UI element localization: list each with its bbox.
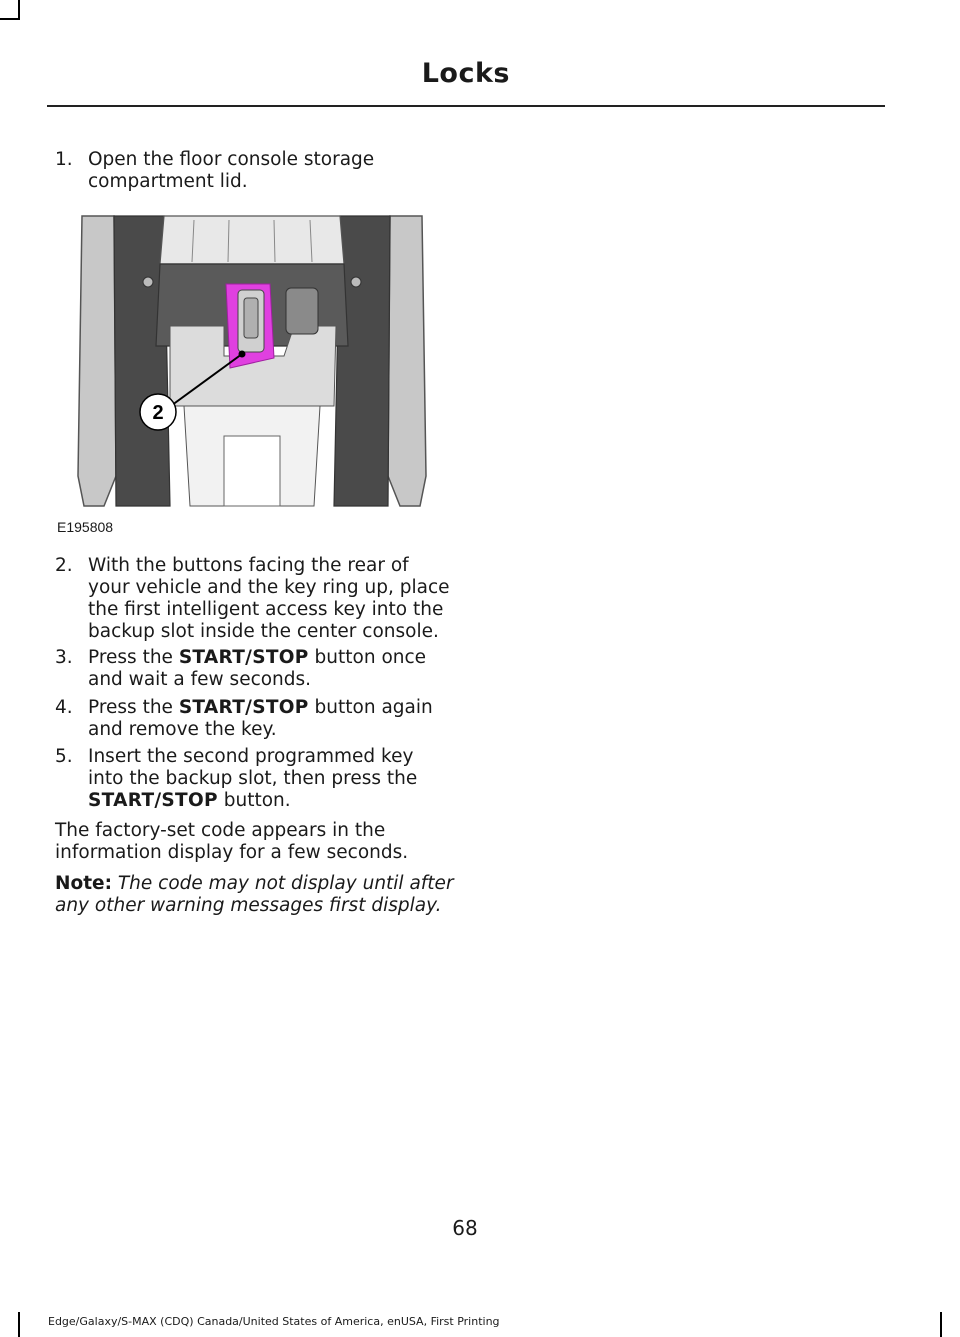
step-text: Insert the second programmed key into the backup slot, then press the START/STOP button.	[88, 746, 418, 811]
header-rule	[47, 105, 885, 107]
step-number: 5.	[55, 746, 73, 767]
note-label: Note:	[55, 873, 112, 894]
figure-code: E195808	[57, 519, 114, 535]
step-number: 4.	[55, 697, 73, 718]
step-number: 2.	[55, 555, 73, 576]
page-number: 68	[452, 1216, 478, 1240]
crop-mark	[18, 1312, 20, 1337]
step-text: Press the START/STOP button again and remove the key.	[88, 697, 433, 740]
body-paragraph: The factory-set code appears in the information display for a few seconds.	[55, 820, 409, 863]
step-number: 1.	[55, 149, 73, 170]
console-backup-slot-illustration	[74, 206, 430, 516]
crop-mark	[0, 18, 20, 20]
step-number: 3.	[55, 647, 73, 668]
step-text: Press the START/STOP button once and wait a few seconds.	[88, 647, 427, 690]
note	[55, 873, 455, 917]
page-title: Locks	[421, 58, 510, 89]
figure-callout-number: 2	[152, 402, 164, 424]
crop-mark	[18, 0, 20, 20]
step-text: With the buttons facing the rear of your vehicle and the key ring up, place the first intelligent access key into the backup slot inside the center console.	[88, 555, 450, 642]
footer-text: Edge/Galaxy/S-MAX (CDQ) Canada/United States of America, enUSA, First Printing	[48, 1315, 500, 1328]
note-text: The code may not display until after any other warning messages first display.	[55, 873, 454, 916]
crop-mark	[940, 1312, 942, 1337]
step-text: Open the floor console storage compartment lid.	[88, 149, 375, 192]
